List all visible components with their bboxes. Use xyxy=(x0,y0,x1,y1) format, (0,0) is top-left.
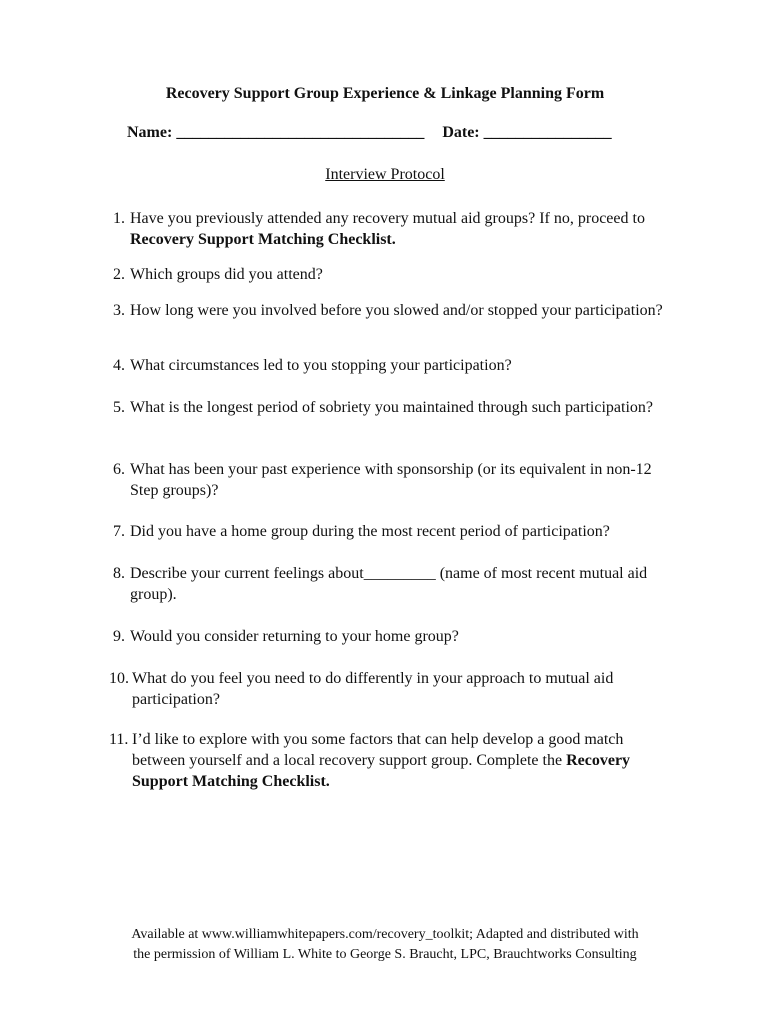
question-number: 7. xyxy=(113,523,125,540)
question-text: What circumstances led to you stopping your participation? xyxy=(130,357,512,374)
section-heading: Interview Protocol xyxy=(325,166,445,183)
question-text: Describe your current feelings about_________ (name of most recent mutual aid group). xyxy=(130,565,648,603)
question-number: 11. xyxy=(109,731,129,748)
footer-attribution xyxy=(0,925,770,965)
question-number: 10. xyxy=(109,670,129,687)
question-6 xyxy=(113,459,673,501)
question-3 xyxy=(113,300,673,321)
question-number: 9. xyxy=(113,628,125,645)
question-number: 6. xyxy=(113,461,125,478)
question-number: 8. xyxy=(113,565,125,582)
name-field[interactable]: Name: _______________________________ xyxy=(127,124,425,141)
question-text: How long were you involved before you slowed and/or stopped your participation? xyxy=(130,302,663,319)
question-text: What is the longest period of sobriety you maintained through such participation? xyxy=(130,399,653,416)
question-2 xyxy=(113,264,673,285)
name-date-line xyxy=(127,124,612,142)
checklist-reference: Recovery Support Matching Checklist. xyxy=(132,752,631,790)
question-text: Have you previously attended any recovery mutual aid groups? If no, proceed to Recovery Support Matching Checklist. xyxy=(130,210,645,248)
question-number: 5. xyxy=(113,399,125,416)
footer-line-2: the permission of William L. White to George S. Braucht, LPC, Brauchtworks Consulting xyxy=(133,947,637,962)
question-11 xyxy=(109,729,669,792)
question-5 xyxy=(113,397,673,418)
question-4 xyxy=(113,355,673,376)
checklist-reference: Recovery Support Matching Checklist. xyxy=(130,231,396,248)
question-7 xyxy=(113,521,673,542)
question-9 xyxy=(113,626,673,647)
question-text: What do you feel you need to do differently in your approach to mutual aid participation? xyxy=(132,670,614,708)
question-8 xyxy=(113,563,673,605)
question-1 xyxy=(113,208,673,250)
footer-line-1: Available at www.williamwhitepapers.com/recovery_toolkit; Adapted and distributed with xyxy=(131,927,639,942)
question-number: 1. xyxy=(113,210,125,227)
question-text: What has been your past experience with sponsorship (or its equivalent in non-12 Step groups)? xyxy=(130,461,652,499)
date-field[interactable]: Date: ________________ xyxy=(442,124,612,141)
form-title: Recovery Support Group Experience & Linkage Planning Form xyxy=(165,85,605,102)
question-number: 3. xyxy=(113,302,125,319)
question-text: Which groups did you attend? xyxy=(130,266,323,283)
question-10 xyxy=(109,668,669,710)
question-number: 2. xyxy=(113,266,125,283)
question-text: Would you consider returning to your home group? xyxy=(130,628,459,645)
question-text: Did you have a home group during the most recent period of participation? xyxy=(130,523,610,540)
question-number: 4. xyxy=(113,357,125,374)
question-text: I’d like to explore with you some factors that can help develop a good match between yourself and a local recovery support group. Complete the Recovery Support Matching Checklist. xyxy=(132,731,631,790)
